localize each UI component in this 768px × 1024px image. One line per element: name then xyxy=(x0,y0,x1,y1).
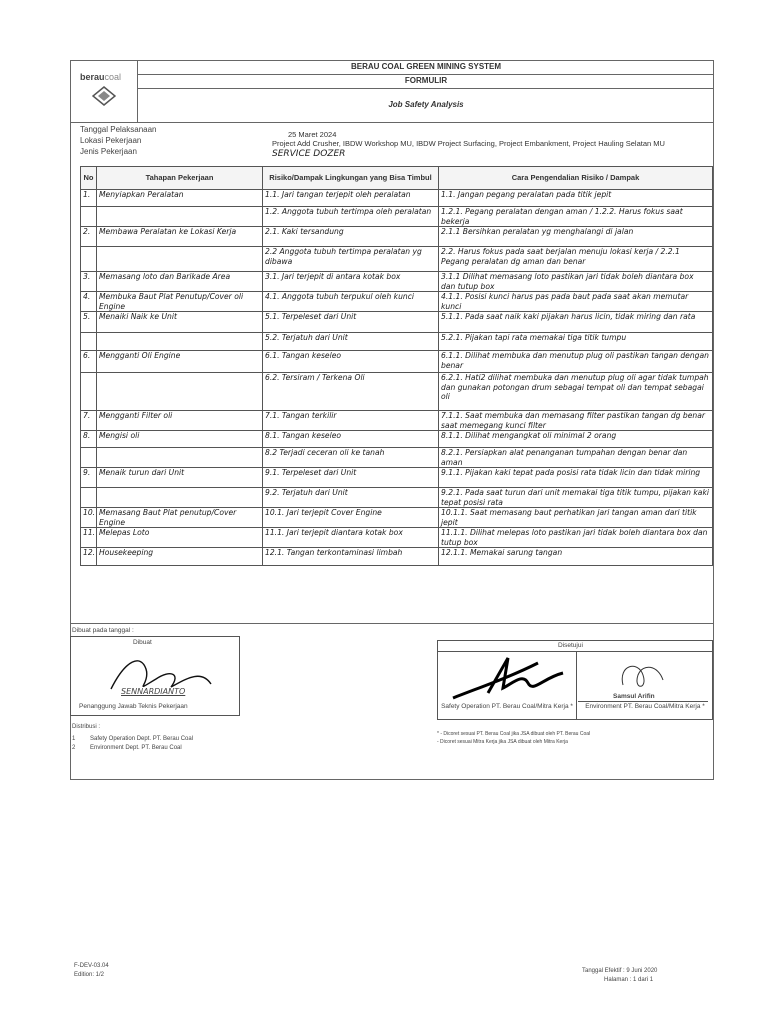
document-title: Job Safety Analysis xyxy=(388,100,464,109)
row-tahapan xyxy=(97,333,263,351)
table-row xyxy=(81,431,713,448)
row-risiko: 5.1. Terpeleset dari Unit xyxy=(263,312,439,333)
tanggal-value: 25 Maret 2024 xyxy=(288,130,337,139)
formulir-title: FORMULIR xyxy=(138,74,714,89)
table-row xyxy=(81,227,713,247)
footer-divider xyxy=(70,623,714,624)
row-no xyxy=(81,333,97,351)
row-cara: 1.2.1. Pegang peralatan dengan aman / 1.2.2. Harus fokus saat bekerja xyxy=(439,207,713,227)
table-row xyxy=(81,488,713,508)
disetujui-box xyxy=(437,640,713,720)
row-tahapan: Memasang Baut Plat penutup/Cover Engine xyxy=(97,508,263,528)
row-no: 6. xyxy=(81,351,97,373)
row-cara: 9.2.1. Pada saat turun dari unit memakai tiga titik tumpu, pijakan kaki tepat posisi rata xyxy=(439,488,713,508)
brand-name: beraucoal xyxy=(80,72,122,82)
col-header-risiko: Risiko/Dampak Lingkungan yang Bisa Timbul xyxy=(263,167,439,190)
row-risiko: 4.1. Anggota tubuh terpukul oleh kunci xyxy=(263,292,439,312)
row-no: 4. xyxy=(81,292,97,312)
row-risiko: 2.2 Anggota tubuh tertimpa peralatan yg dibawa xyxy=(263,247,439,272)
row-risiko: 5.2. Terjatuh dari Unit xyxy=(263,333,439,351)
table-row xyxy=(81,333,713,351)
safety-label: Safety Operation PT. Berau Coal/Mitra Kerja * xyxy=(441,703,573,710)
row-tahapan: Menaik turun dari Unit xyxy=(97,468,263,488)
table-row xyxy=(81,207,713,227)
dist-2-no: 2 xyxy=(72,745,76,751)
row-tahapan: Memasang loto dan Barikade Area xyxy=(97,272,263,292)
table-row xyxy=(81,448,713,468)
row-tahapan xyxy=(97,373,263,411)
col-header-cara: Cara Pengendalian Risiko / Dampak xyxy=(439,167,713,190)
row-risiko: 10.1. Jari terjepit Cover Engine xyxy=(263,508,439,528)
row-tahapan: Membuka Baut Plat Penutup/Cover oli Engine xyxy=(97,292,263,312)
row-tahapan: Menaiki Naik ke Unit xyxy=(97,312,263,333)
lokasi-value: Project Add Crusher, IBDW Workshop MU, IBDW Project Surfacing, Project Embankment, Project Hauling Selatan MU xyxy=(272,139,665,148)
row-cara: 6.1.1. Dilihat membuka dan menutup plug oli pastikan tangan dengan benar xyxy=(439,351,713,373)
form-code: F-DEV-03.04 xyxy=(74,963,109,969)
row-risiko: 1.2. Anggota tubuh tertimpa oleh peralatan xyxy=(263,207,439,227)
table-row xyxy=(81,468,713,488)
row-no: 12. xyxy=(81,548,97,566)
row-risiko: 6.2. Tersiram / Terkena Oli xyxy=(263,373,439,411)
dibuat-tanggal-label: Dibuat pada tanggal : xyxy=(72,627,134,634)
row-cara: 4.1.1. Posisi kunci harus pas pada baut pada saat akan memutar kunci xyxy=(439,292,713,312)
row-no: 9. xyxy=(81,468,97,488)
row-risiko: 6.1. Tangan keseleo xyxy=(263,351,439,373)
row-risiko: 3.1. Jari terjepit di antara kotak box xyxy=(263,272,439,292)
row-cara: 9.1.1. Pijakan kaki tepat pada posisi rata tidak licin dan tidak miring xyxy=(439,468,713,488)
row-tahapan: Mengisi oli xyxy=(97,431,263,448)
row-risiko: 7.1. Tangan terkilir xyxy=(263,411,439,431)
row-cara: 3.1.1 Dilihat memasang loto pastikan jari tidak boleh diantara box dan tutup box xyxy=(439,272,713,292)
table-row xyxy=(81,247,713,272)
dist-1: Safety Operation Dept. PT. Berau Coal xyxy=(90,736,194,742)
nama-env: Samsul Arifin xyxy=(613,693,655,700)
signature-safety xyxy=(448,653,568,708)
header-divider xyxy=(70,122,714,123)
table-row xyxy=(81,312,713,333)
col-header-tahapan: Tahapan Pekerjaan xyxy=(97,167,263,190)
row-tahapan: Mengganti Oli Engine xyxy=(97,351,263,373)
dibuat-label: Dibuat xyxy=(133,639,152,646)
row-no: 11. xyxy=(81,528,97,548)
row-no: 10. xyxy=(81,508,97,528)
penanggung-label: Penanggung Jawab Teknis Pekerjaan xyxy=(79,703,188,710)
row-no: 8. xyxy=(81,431,97,448)
row-no: 2. xyxy=(81,227,97,247)
row-tahapan xyxy=(97,488,263,508)
row-tahapan: Melepas Loto xyxy=(97,528,263,548)
row-no: 3. xyxy=(81,272,97,292)
row-risiko: 9.1. Terpeleset dari Unit xyxy=(263,468,439,488)
row-risiko: 1.1. Jari tangan terjepit oleh peralatan xyxy=(263,190,439,207)
row-no: 7. xyxy=(81,411,97,431)
row-no xyxy=(81,373,97,411)
halaman: Halaman : 1 dari 1 xyxy=(604,977,654,983)
signature-environment xyxy=(613,655,673,695)
row-tahapan: Housekeeping xyxy=(97,548,263,566)
table-row xyxy=(81,548,713,566)
dibuat-box xyxy=(70,636,240,716)
row-cara: 7.1.1. Saat membuka dan memasang filter pastikan tangan dg benar saat memegang kunci filter xyxy=(439,411,713,431)
edition: Edition: 1/2 xyxy=(74,972,105,978)
table-row xyxy=(81,373,713,411)
disetujui-label: Disetujui xyxy=(558,642,583,649)
row-tahapan xyxy=(97,448,263,468)
row-cara: 5.2.1. Pijakan tapi rata memakai tiga titik tumpu xyxy=(439,333,713,351)
table-row xyxy=(81,190,713,207)
env-label: Environment PT. Berau Coal/Mitra Kerja * xyxy=(585,703,705,710)
form-header xyxy=(70,60,714,122)
row-cara: 11.1.1. Dilihat melepas loto pastikan jari tidak boleh diantara box dan tutup box xyxy=(439,528,713,548)
row-cara: 1.1. Jangan pegang peralatan pada titik jepit xyxy=(439,190,713,207)
row-no xyxy=(81,488,97,508)
row-tahapan: Membawa Peralatan ke Lokasi Kerja xyxy=(97,227,263,247)
jsa-table xyxy=(80,166,713,566)
row-no xyxy=(81,207,97,227)
row-cara: 2.1.1 Bersihkan peralatan yg menghalangi di jalan xyxy=(439,227,713,247)
table-row xyxy=(81,508,713,528)
row-no: 5. xyxy=(81,312,97,333)
row-risiko: 11.1. Jari terjepit diantara kotak box xyxy=(263,528,439,548)
row-risiko: 2.1. Kaki tersandung xyxy=(263,227,439,247)
company-logo xyxy=(70,60,138,122)
note-2: - Dicoret sesuai Mitra Kerja jika JSA dibuat oleh Mitra Kerja xyxy=(437,739,568,745)
nama-dibuat: SENNARDIANTO xyxy=(121,687,186,696)
row-risiko: 9.2. Terjatuh dari Unit xyxy=(263,488,439,508)
table-row xyxy=(81,528,713,548)
table-row xyxy=(81,292,713,312)
row-tahapan: Mengganti Filter oli xyxy=(97,411,263,431)
row-cara: 10.1.1. Saat memasang baut perhatikan jari tangan aman dari titik jepit xyxy=(439,508,713,528)
row-cara: 5.1.1. Pada saat naik kaki pijakan harus licin, tidak miring dan rata xyxy=(439,312,713,333)
row-no xyxy=(81,448,97,468)
dist-1-no: 1 xyxy=(72,736,76,742)
row-tahapan xyxy=(97,247,263,272)
tanggal-efektif: Tanggal Efektif : 9 Juni 2020 xyxy=(582,968,658,974)
row-cara: 8.2.1. Persiapkan alat penanganan tumpahan dengan benar dan aman xyxy=(439,448,713,468)
row-no: 1. xyxy=(81,190,97,207)
row-cara: 8.1.1. Dilihat mengangkat oli minimal 2 orang xyxy=(439,431,713,448)
table-row xyxy=(81,272,713,292)
jenis-label: Jenis Pekerjaan xyxy=(80,147,137,156)
table-row xyxy=(81,411,713,431)
row-cara: 6.2.1. Hati2 dilihat membuka dan menutup plug oli agar tidak tumpah dan gunakan potongan drum sebagai tempat oli dan tempat sebagai oli xyxy=(439,373,713,411)
lokasi-label: Lokasi Pekerjaan xyxy=(80,136,142,145)
row-risiko: 8.1. Tangan keseleo xyxy=(263,431,439,448)
row-risiko: 12.1. Tangan terkontaminasi limbah xyxy=(263,548,439,566)
system-title: BERAU COAL GREEN MINING SYSTEM xyxy=(138,60,714,75)
row-tahapan: Menyiapkan Peralatan xyxy=(97,190,263,207)
dist-2: Environment Dept. PT. Berau Coal xyxy=(90,745,182,751)
distribusi-label: Distribusi : xyxy=(72,724,101,730)
col-header-no: No xyxy=(81,167,97,190)
table-row xyxy=(81,351,713,373)
row-cara: 2.2. Harus fokus pada saat berjalan menuju lokasi kerja / 2.2.1 Pegang peralatan dg aman dan benar xyxy=(439,247,713,272)
row-no xyxy=(81,247,97,272)
table-body xyxy=(81,190,713,566)
row-tahapan xyxy=(97,207,263,227)
row-cara: 12.1.1. Memakai sarung tangan xyxy=(439,548,713,566)
table-header-row xyxy=(81,167,713,190)
jenis-value: SERVICE DOZER xyxy=(272,149,346,159)
row-risiko: 8.2 Terjadi ceceran oli ke tanah xyxy=(263,448,439,468)
note-1: * - Dicoret sesuai PT. Berau Coal jika JSA dibuat oleh PT. Berau Coal xyxy=(437,731,591,737)
tanggal-label: Tanggal Pelaksanaan xyxy=(80,125,157,134)
logo-emblem-icon xyxy=(92,86,116,106)
